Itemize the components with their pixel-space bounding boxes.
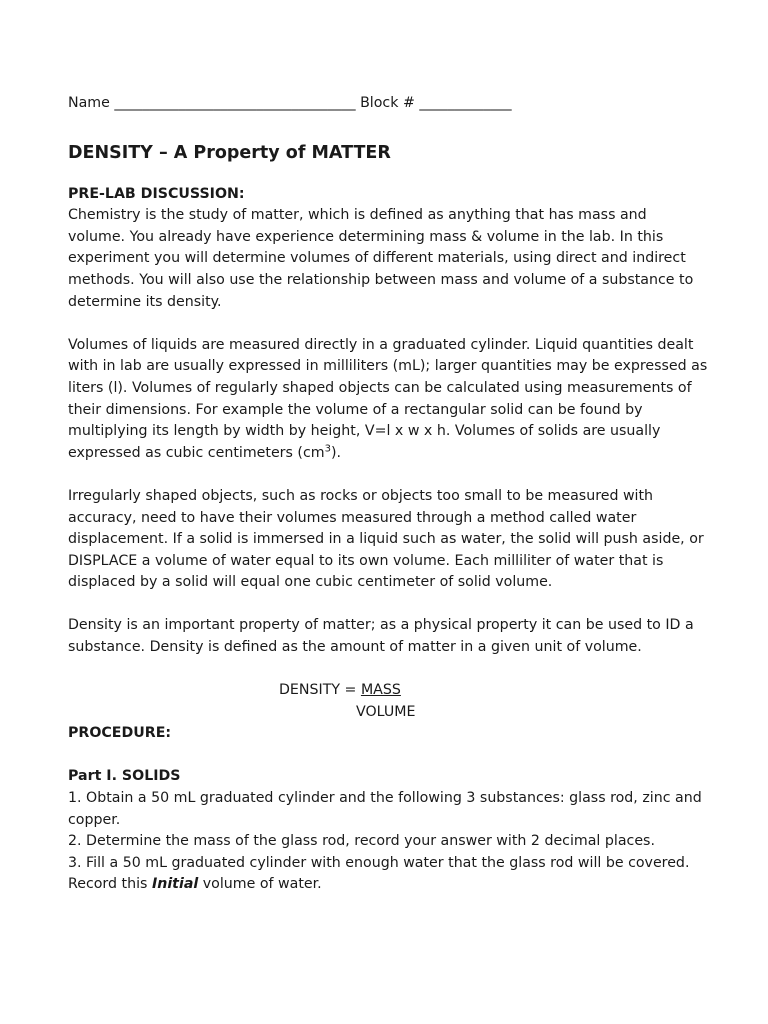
name-field[interactable]: __________________________________: [114, 95, 356, 111]
prelab-paragraph-4: Density is an important property of matter; as a physical property it can be used to ID a substance. Density is defined as the amount of matter in a given unit of volume.: [68, 617, 694, 656]
step-3-end: volume of water.: [198, 876, 322, 893]
name-block-line: [68, 93, 708, 115]
procedure-heading: PROCEDURE:: [68, 725, 172, 742]
paragraph-2-text: Volumes of liquids are measured directly in a graduated cylinder. Liquid quantities dealt with in lab are usually expressed in milliliters (mL); larger quantities may be expressed as liters (l). Volumes of regularly shaped objects can be calculated using measurements of their dimensions. For example the volume of a rectangular solid can be found by multiplying its length by width by height, V=l x w x h. Volumes of solids are usually expressed as cubic centimeters (cm: [68, 336, 708, 461]
prelab-heading: PRE-LAB DISCUSSION:: [68, 185, 245, 202]
formula-numerator: MASS: [360, 682, 401, 699]
procedure-step-2: 2. Determine the mass of the glass rod, record your answer with 2 decimal places.: [68, 833, 655, 850]
block-field[interactable]: _____________: [419, 95, 512, 111]
prelab-paragraph-3: Irregularly shaped objects, such as rocks or objects too small to be measured with accuracy, need to have their volumes measured through a method called water displacement. If a solid is immersed in a liquid such as water, the solid will push aside, or DISPLACE a volume of water equal to its own volume. Each milliliter of water that is displaced by a solid will equal one cubic centimeter of solid volume.: [68, 487, 704, 591]
initial-emphasis: Initial: [151, 876, 199, 893]
name-label: Name: [68, 95, 110, 111]
prelab-paragraph-1: Chemistry is the study of matter, which is defined as anything that has mass and volume. You already have experience determining mass & volume in the lab. In this experiment you will determine volumes of different materials, using direct and indirect methods. You will also use the relationship between mass and volume of a substance to determine its density.: [68, 207, 694, 310]
procedure-step-1: 1. Obtain a 50 mL graduated cylinder and the following 3 substances: glass rod, zinc and copper.: [68, 790, 702, 828]
formula-lhs: DENSITY =: [279, 682, 361, 699]
worksheet-title: DENSITY – A Property of MATTER: [68, 142, 391, 163]
part1-heading: Part I. SOLIDS: [68, 768, 181, 785]
block-label: Block #: [360, 95, 415, 111]
cubic-superscript: 3: [324, 442, 331, 454]
prelab-paragraph-2: [68, 335, 708, 465]
formula-denominator: VOLUME: [356, 703, 416, 720]
formula-top: [279, 680, 401, 702]
density-formula: [68, 680, 708, 723]
step-3-text: 3. Fill a 50 mL graduated cylinder with enough water that the glass rod will be covered. Record this: [68, 854, 690, 893]
worksheet-page: [68, 93, 708, 896]
procedure-step-3: [68, 853, 708, 896]
paragraph-2-end: ).: [330, 444, 341, 461]
